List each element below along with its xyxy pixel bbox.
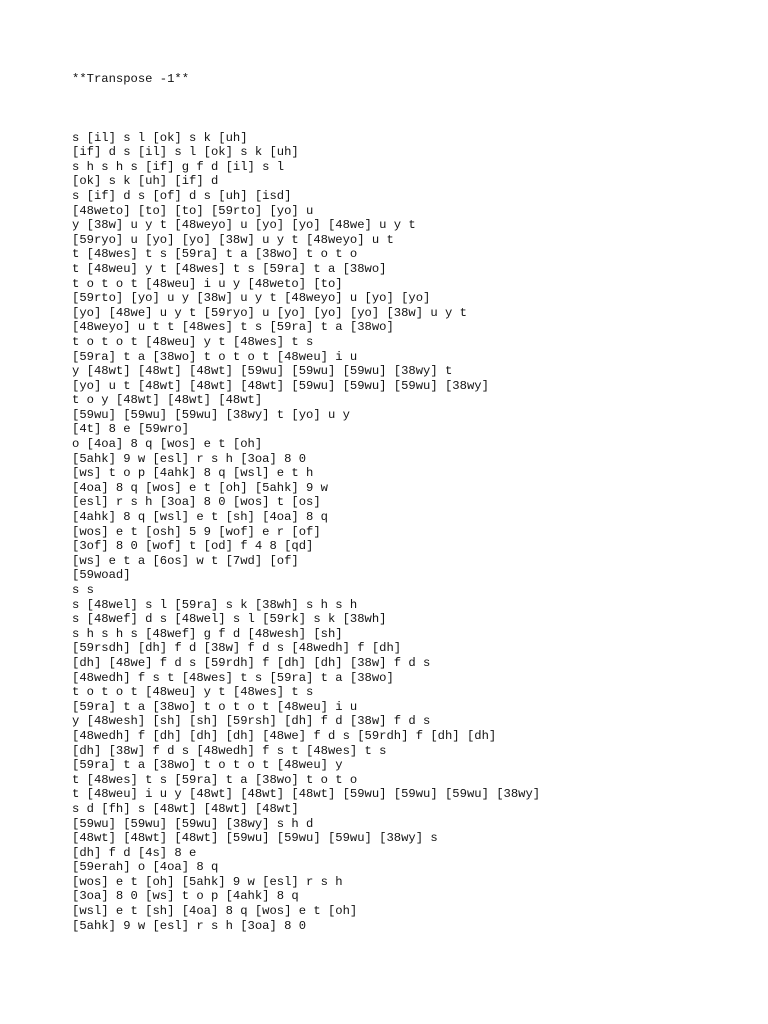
notation-line: [59rsdh] [dh] f d [38w] f d s [48wedh] f [dh] — [72, 641, 402, 656]
notation-line: [dh] [38w] f d s [48wedh] f s t [48wes] t s — [72, 743, 387, 758]
notation-line: [5ahk] 9 w [esl] r s h [3oa] 8 0 — [72, 451, 307, 466]
notation-line: s s — [72, 583, 94, 597]
document-title: **Transpose -1** — [72, 72, 190, 86]
notation-line: [yo] u t [48wt] [48wt] [48wt] [59wu] [59wu] [59wu] [38wy] — [72, 378, 489, 393]
notation-line: s h s h s [48wef] g f d [48wesh] [sh] — [72, 626, 343, 641]
notation-line: [59wu] [59wu] [59wu] [38wy] t [yo] u y — [72, 407, 350, 422]
notation-line: [48wedh] f s t [48wes] t s [59ra] t a [38wo] — [72, 670, 394, 685]
notation-line: [wos] e t [osh] 5 9 [wof] e r [of] — [72, 524, 321, 539]
notation-line: [wsl] e t [sh] [4oa] 8 q [wos] e t [oh] — [72, 904, 358, 919]
notation-line: [3of] 8 0 [wof] t [od] f 4 8 [qd] — [72, 539, 314, 554]
notation-line: y [48wesh] [sh] [sh] [59rsh] [dh] f d [38w] f d s — [72, 714, 431, 729]
notation-line: s h s h s [if] g f d [il] s l — [72, 159, 285, 174]
notation-line: y [48wt] [48wt] [48wt] [59wu] [59wu] [59wu] [38wy] t — [72, 364, 453, 379]
notation-line: [yo] [48we] u y t [59ryo] u [yo] [yo] [yo] [38w] u y t — [72, 305, 467, 320]
notation-line: [59woad] — [72, 568, 131, 583]
notation-line: [59wu] [59wu] [59wu] [38wy] s h d — [72, 816, 314, 831]
notation-line: [59rto] [yo] u y [38w] u y t [48weyo] u [yo] [yo] — [72, 291, 431, 306]
notation-line: [59ra] t a [38wo] t o t o t [48weu] y — [72, 758, 343, 773]
notation-line: t [48weu] y t [48wes] t s [59ra] t a [38wo] — [72, 261, 387, 276]
notation-line: [ok] s k [uh] [if] d — [72, 174, 219, 189]
notation-line: [59ra] t a [38wo] t o t o t [48weu] i u — [72, 699, 358, 714]
notation-line: t [48weu] i u y [48wt] [48wt] [48wt] [59wu] [59wu] [59wu] [38wy] — [72, 787, 541, 802]
notation-line: y [38w] u y t [48weyo] u [yo] [yo] [48we] u y t — [72, 218, 416, 233]
notation-lines — [72, 131, 752, 934]
notation-line: s [if] d s [of] d s [uh] [isd] — [72, 188, 292, 203]
notation-line: [59ra] t a [38wo] t o t o t [48weu] i u — [72, 349, 358, 364]
notation-line: s d [fh] s [48wt] [48wt] [48wt] — [72, 801, 299, 816]
notation-line: [wos] e t [oh] [5ahk] 9 w [esl] r s h — [72, 874, 343, 889]
notation-line: t o y [48wt] [48wt] [48wt] — [72, 393, 263, 408]
notation-line: [3oa] 8 0 [ws] t o p [4ahk] 8 q — [72, 889, 299, 904]
notation-line: [if] d s [il] s l [ok] s k [uh] — [72, 145, 299, 160]
notation-line: [48weto] [to] [to] [59rto] [yo] u — [72, 203, 314, 218]
notation-line: t o t o t [48weu] y t [48wes] t s — [72, 334, 314, 349]
notation-line: [59ryo] u [yo] [yo] [38w] u y t [48weyo] u t — [72, 232, 394, 247]
notation-line: [dh] f d [4s] 8 e — [72, 845, 197, 860]
notation-line: s [48wef] d s [48wel] s l [59rk] s k [38wh] — [72, 612, 387, 627]
notation-line: s [il] s l [ok] s k [uh] — [72, 130, 248, 145]
notation-line: [ws] t o p [4ahk] 8 q [wsl] e t h — [72, 466, 314, 481]
notation-line: s [48wel] s l [59ra] s k [38wh] s h s h — [72, 597, 358, 612]
notation-line: [4t] 8 e [59wro] — [72, 422, 190, 437]
notation-line: t [48wes] t s [59ra] t a [38wo] t o t o — [72, 772, 358, 787]
notation-line: t o t o t [48weu] i u y [48weto] [to] — [72, 276, 343, 291]
notation-line: [59erah] o [4oa] 8 q — [72, 860, 219, 875]
notation-line: [48weyo] u t t [48wes] t s [59ra] t a [38wo] — [72, 320, 394, 335]
notation-line: [48wedh] f [dh] [dh] [dh] [48we] f d s [59rdh] f [dh] [dh] — [72, 728, 497, 743]
notation-line: [4oa] 8 q [wos] e t [oh] [5ahk] 9 w — [72, 480, 328, 495]
notation-line: [esl] r s h [3oa] 8 0 [wos] t [os] — [72, 495, 321, 510]
notation-line: t [48wes] t s [59ra] t a [38wo] t o t o — [72, 247, 358, 262]
notation-line: [ws] e t a [6os] w t [7wd] [of] — [72, 553, 299, 568]
notation-line: [dh] [48we] f d s [59rdh] f [dh] [dh] [38w] f d s — [72, 655, 431, 670]
notation-line: o [4oa] 8 q [wos] e t [oh] — [72, 437, 263, 452]
notation-line: [48wt] [48wt] [48wt] [59wu] [59wu] [59wu] [38wy] s — [72, 831, 438, 846]
document-page — [72, 72, 752, 933]
notation-line: t o t o t [48weu] y t [48wes] t s — [72, 685, 314, 700]
notation-line: [4ahk] 8 q [wsl] e t [sh] [4oa] 8 q — [72, 510, 328, 525]
notation-line: [5ahk] 9 w [esl] r s h [3oa] 8 0 — [72, 918, 307, 933]
